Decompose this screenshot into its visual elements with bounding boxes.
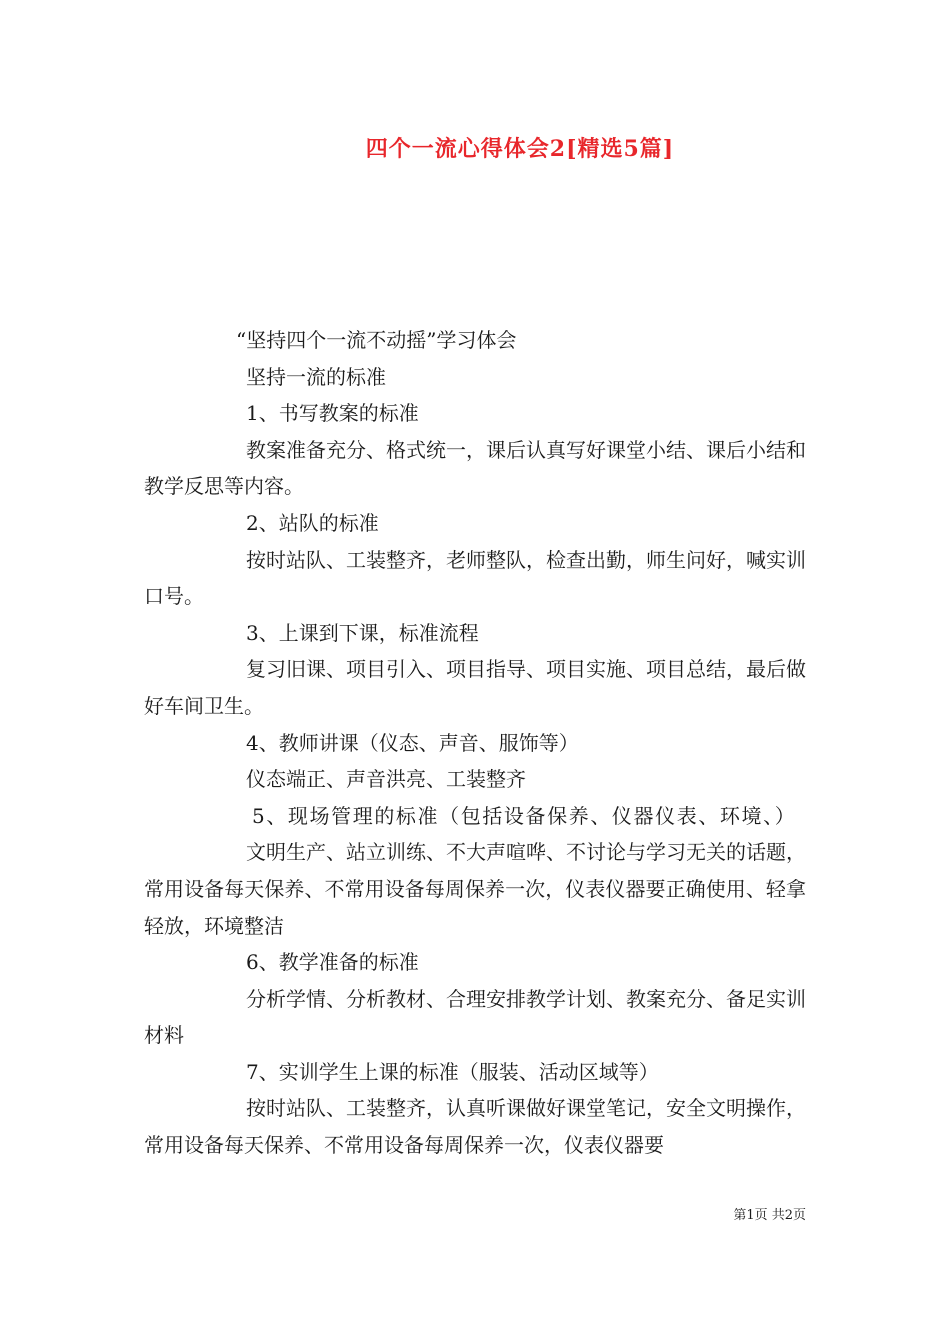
paragraph-8: 复习旧课、项目引入、项目指导、项目实施、项目总结，最后做好车间卫生。 (144, 657, 806, 718)
document-body (144, 322, 806, 1164)
paragraph-9: 4、教师讲课（仪态、声音、服饰等） (246, 730, 579, 755)
paragraph-13: 6、教学准备的标准 (246, 950, 419, 975)
document-title: 四个一流心得体会2[精选5篇] (365, 136, 675, 162)
page-footer: 第1页 共2页 (733, 1208, 806, 1223)
paragraph-12: 文明生产、站立训练、不大声喧哗、不讨论与学习无关的话题，常用设备每天保养、不常用设备每周保养一次，仪表仪器要正确使用、轻拿轻放，环境整洁 (144, 840, 806, 938)
paragraph-6: 按时站队、工装整齐，老师整队，检查出勤，师生问好，喊实训口号。 (144, 547, 806, 609)
paragraph-3: 1、书写教案的标准 (246, 401, 419, 426)
paragraph-7: 3、上课到下课，标准流程 (246, 620, 479, 645)
paragraph-1: “坚持四个一流不动摇”学习体会 (236, 328, 517, 352)
paragraph-11: 5、现场管理的标准（包括设备保养、仪器仪表、环境、） (252, 803, 797, 828)
paragraph-5: 2、站队的标准 (246, 510, 379, 535)
paragraph-4: 教案准备充分、格式统一，课后认真写好课堂小结、课后小结和教学反思等内容。 (144, 437, 806, 499)
paragraph-10: 仪态端正、声音洪亮、工装整齐 (246, 767, 526, 792)
paragraph-16: 按时站队、工装整齐，认真听课做好课堂笔记，安全文明操作，常用设备每天保养、不常用设备每周保养一次，仪表仪器要 (144, 1096, 806, 1158)
paragraph-2: 坚持一流的标准 (246, 364, 386, 389)
paragraph-14: 分析学情、分析教材、合理安排教学计划、教案充分、备足实训材料 (144, 986, 806, 1048)
paragraph-15: 7、实训学生上课的标准（服装、活动区域等） (246, 1059, 659, 1084)
